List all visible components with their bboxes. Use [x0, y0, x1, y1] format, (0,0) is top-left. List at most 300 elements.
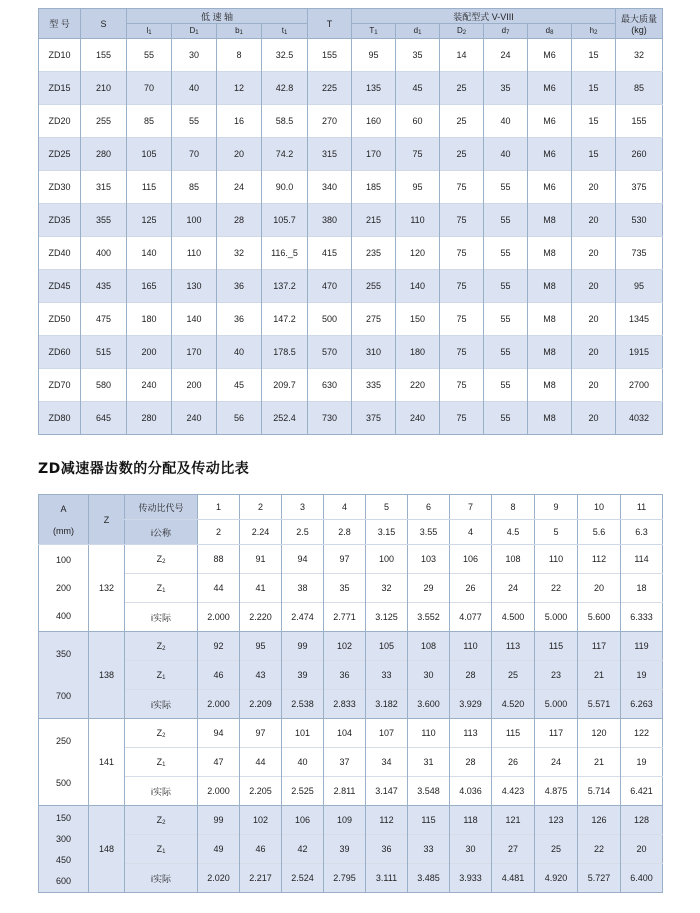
table-cell: 3.600	[408, 690, 450, 719]
table-cell: 630	[308, 369, 352, 402]
table-row	[39, 690, 663, 719]
table1-body	[39, 39, 663, 435]
ratio-code-2: 2	[240, 495, 282, 520]
table-cell: 106	[282, 806, 324, 835]
table-cell: 730	[308, 402, 352, 435]
table-cell: 20	[572, 171, 616, 204]
table-cell: 4.520	[492, 690, 535, 719]
header-T1	[352, 24, 396, 39]
table-cell: 121	[492, 806, 535, 835]
table-cell: 36	[324, 661, 366, 690]
header-max-mass-unit: (kg)	[631, 25, 647, 35]
table-row	[39, 237, 663, 270]
table-cell: 123	[535, 806, 578, 835]
a-values-list	[39, 807, 88, 891]
table-cell: M8	[528, 402, 572, 435]
model-cell: ZD20	[39, 105, 81, 138]
table2-body	[39, 545, 663, 893]
table-row	[39, 105, 663, 138]
header-h2-main: h	[589, 26, 595, 35]
table-cell: 2.525	[282, 777, 324, 806]
table-cell: 19	[621, 661, 663, 690]
table-cell: M8	[528, 336, 572, 369]
table-cell: 4032	[616, 402, 663, 435]
table-cell: 12	[217, 72, 262, 105]
table-cell: 275	[352, 303, 396, 336]
table-cell: 6.400	[621, 864, 663, 893]
table-cell: 375	[352, 402, 396, 435]
table-row	[39, 748, 663, 777]
ratio-code-9: 9	[535, 495, 578, 520]
header-s: S	[81, 9, 127, 39]
table-cell: 35	[484, 72, 528, 105]
table-cell: 119	[621, 632, 663, 661]
table-cell: 32.5	[262, 39, 308, 72]
header-t1-sub: 1	[283, 30, 288, 36]
model-cell: ZD35	[39, 204, 81, 237]
table-cell: 102	[240, 806, 282, 835]
table-cell: M6	[528, 72, 572, 105]
table-cell: 42.8	[262, 72, 308, 105]
header-ratio-code: 传动比代号	[125, 495, 198, 520]
table-cell: 90.0	[262, 171, 308, 204]
table-cell: 47	[198, 748, 240, 777]
table-cell: 515	[81, 336, 127, 369]
table-cell: 115	[535, 632, 578, 661]
table-cell: 103	[408, 545, 450, 574]
table-cell: 55	[127, 39, 172, 72]
table-cell: 240	[127, 369, 172, 402]
header-D2	[440, 24, 484, 39]
table-cell: 200	[172, 369, 217, 402]
ratio-code-6: 6	[408, 495, 450, 520]
table-cell: 24	[535, 748, 578, 777]
table-cell: M8	[528, 237, 572, 270]
a-value: 150	[55, 812, 72, 823]
a-value: 300	[55, 833, 72, 844]
table-row	[39, 574, 663, 603]
table-cell: 5.714	[578, 777, 621, 806]
table-cell: 108	[492, 545, 535, 574]
z-value-cell: 132	[89, 545, 125, 632]
table-cell: 22	[578, 835, 621, 864]
table-cell: 75	[440, 237, 484, 270]
z-value-cell: 141	[89, 719, 125, 806]
z1-label-main: Z	[156, 669, 163, 680]
table-cell: 75	[440, 171, 484, 204]
header-t1	[262, 24, 308, 39]
table-cell: 70	[127, 72, 172, 105]
header-z: Z	[89, 495, 125, 545]
table-cell: 15	[572, 138, 616, 171]
ratio-code-4: 4	[324, 495, 366, 520]
table-cell: 3.182	[366, 690, 408, 719]
table-cell: 113	[492, 632, 535, 661]
table-cell: 19	[621, 748, 663, 777]
z-value-cell: 138	[89, 632, 125, 719]
ratio-code-5: 5	[366, 495, 408, 520]
table-cell: 35	[396, 39, 440, 72]
table-cell: 118	[450, 806, 492, 835]
z1-label-sub: 1	[162, 761, 166, 768]
table-row	[39, 171, 663, 204]
table-cell: 4.481	[492, 864, 535, 893]
table-cell: 115	[492, 719, 535, 748]
table-cell: 3.111	[366, 864, 408, 893]
table-cell: 39	[282, 661, 324, 690]
table-cell: 29	[408, 574, 450, 603]
table-cell: 2.795	[324, 864, 366, 893]
table-cell: 41	[240, 574, 282, 603]
nominal-10: 5.6	[578, 520, 621, 545]
nominal-4: 2.8	[324, 520, 366, 545]
table-cell: M8	[528, 270, 572, 303]
model-cell: ZD15	[39, 72, 81, 105]
table-cell: 20	[572, 369, 616, 402]
table-cell: 108	[408, 632, 450, 661]
table-cell: 415	[308, 237, 352, 270]
table-cell: 38	[282, 574, 324, 603]
table-row	[39, 402, 663, 435]
table-cell: 6.421	[621, 777, 663, 806]
z1-label	[125, 574, 198, 603]
table-cell: 32	[366, 574, 408, 603]
table-cell: 147.2	[262, 303, 308, 336]
table-cell: 355	[81, 204, 127, 237]
table-cell: 70	[172, 138, 217, 171]
table-cell: 94	[282, 545, 324, 574]
table-cell: 55	[484, 303, 528, 336]
table-cell: 3.125	[366, 603, 408, 632]
table-row	[39, 270, 663, 303]
table-cell: 75	[440, 303, 484, 336]
table-cell: 122	[621, 719, 663, 748]
table-cell: 14	[440, 39, 484, 72]
table-cell: 125	[127, 204, 172, 237]
table-cell: 20	[572, 303, 616, 336]
table-row	[39, 369, 663, 402]
table-cell: 8	[217, 39, 262, 72]
table-cell: 2.020	[198, 864, 240, 893]
a-value: 600	[55, 875, 72, 886]
model-cell: ZD70	[39, 369, 81, 402]
table-cell: 110	[450, 632, 492, 661]
table-cell: 1915	[616, 336, 663, 369]
table-cell: 97	[240, 719, 282, 748]
table-cell: 4.036	[450, 777, 492, 806]
table-cell: 137.2	[262, 270, 308, 303]
table-cell: 34	[366, 748, 408, 777]
table-cell: 107	[366, 719, 408, 748]
table-cell: 94	[198, 719, 240, 748]
header-d8-sub: 8	[550, 30, 554, 36]
z2-label	[125, 632, 198, 661]
table-cell: 130	[172, 270, 217, 303]
header-D2-sub: 2	[462, 30, 467, 36]
table-cell: 210	[81, 72, 127, 105]
table-cell: 26	[492, 748, 535, 777]
table-cell: 43	[240, 661, 282, 690]
table-cell: 40	[282, 748, 324, 777]
table-cell: 40	[217, 336, 262, 369]
z1-label-sub: 1	[162, 674, 166, 681]
table-cell: 85	[127, 105, 172, 138]
table-cell: 100	[172, 204, 217, 237]
z2-label-sub: 2	[162, 732, 166, 739]
nominal-3: 2.5	[282, 520, 324, 545]
a-value: 200	[55, 583, 72, 593]
table-cell: 170	[172, 336, 217, 369]
table-row	[39, 719, 663, 748]
table-cell: 106	[450, 545, 492, 574]
header-dd1	[396, 24, 440, 39]
table-cell: 26	[450, 574, 492, 603]
table-cell: 27	[492, 835, 535, 864]
table-cell: 102	[324, 632, 366, 661]
table-cell: 22	[535, 574, 578, 603]
z2-label-main: Z	[156, 553, 163, 564]
table-cell: 46	[240, 835, 282, 864]
header-d8	[528, 24, 572, 39]
a-values-cell	[39, 806, 89, 893]
table-cell: 6.263	[621, 690, 663, 719]
z2-label-main: Z	[156, 640, 163, 651]
table-cell: 3.929	[450, 690, 492, 719]
table-cell: 15	[572, 39, 616, 72]
table-cell: 280	[81, 138, 127, 171]
table-cell: 44	[198, 574, 240, 603]
a-values-list	[39, 720, 88, 804]
table-cell: 126	[578, 806, 621, 835]
table-cell: 113	[450, 719, 492, 748]
table1-header-row-1	[39, 9, 663, 24]
z2-label-main: Z	[156, 814, 163, 825]
table-cell: 4.875	[535, 777, 578, 806]
table-cell: 255	[81, 105, 127, 138]
table-cell: 165	[127, 270, 172, 303]
table-cell: 3.552	[408, 603, 450, 632]
table-cell: 40	[484, 138, 528, 171]
table-cell: 20	[572, 402, 616, 435]
table-cell: 20	[578, 574, 621, 603]
table-row	[39, 835, 663, 864]
table-row	[39, 777, 663, 806]
table-cell: 140	[172, 303, 217, 336]
table-cell: 75	[396, 138, 440, 171]
table-cell: 105.7	[262, 204, 308, 237]
model-cell: ZD80	[39, 402, 81, 435]
table-cell: 435	[81, 270, 127, 303]
a-values-cell	[39, 545, 89, 632]
table-cell: 215	[352, 204, 396, 237]
z1-label-main: Z	[156, 843, 163, 854]
table-cell: 20	[217, 138, 262, 171]
table-cell: 49	[198, 835, 240, 864]
table-cell: 580	[81, 369, 127, 402]
table-cell: 3.485	[408, 864, 450, 893]
table-cell: 155	[616, 105, 663, 138]
table-cell: 6.333	[621, 603, 663, 632]
table-cell: 18	[621, 574, 663, 603]
table-cell: 75	[440, 369, 484, 402]
table-cell: 220	[396, 369, 440, 402]
table-cell: 112	[578, 545, 621, 574]
table-cell: 178.5	[262, 336, 308, 369]
z1-label	[125, 835, 198, 864]
table-row	[39, 545, 663, 574]
table-cell: 23	[535, 661, 578, 690]
header-b1-main: b	[235, 26, 240, 35]
table-cell: 735	[616, 237, 663, 270]
header-l1	[127, 24, 172, 39]
a-value: 350	[55, 649, 72, 659]
table-cell: 32	[616, 39, 663, 72]
nominal-5: 3.15	[366, 520, 408, 545]
model-cell: ZD45	[39, 270, 81, 303]
a-value: 400	[55, 611, 72, 621]
table-cell: 180	[396, 336, 440, 369]
table-row	[39, 336, 663, 369]
table-cell: 55	[484, 237, 528, 270]
table-cell: 55	[484, 171, 528, 204]
table-cell: 36	[366, 835, 408, 864]
table-cell: 30	[450, 835, 492, 864]
ratio-code-7: 7	[450, 495, 492, 520]
table-cell: 120	[578, 719, 621, 748]
table-cell: M6	[528, 171, 572, 204]
table-cell: 2.811	[324, 777, 366, 806]
header-a-unit: (mm)	[53, 525, 74, 536]
table-cell: 340	[308, 171, 352, 204]
ratio-code-1: 1	[198, 495, 240, 520]
table-cell: 4.500	[492, 603, 535, 632]
table-cell: 3.147	[366, 777, 408, 806]
table-cell: 74.2	[262, 138, 308, 171]
table-cell: 56	[217, 402, 262, 435]
table-cell: 2.474	[282, 603, 324, 632]
table-cell: 5.571	[578, 690, 621, 719]
table-cell: 33	[408, 835, 450, 864]
header-b1-sub: 1	[239, 30, 243, 36]
table-row	[39, 72, 663, 105]
table-cell: 99	[282, 632, 324, 661]
table-cell: 252.4	[262, 402, 308, 435]
table-cell: 20	[572, 270, 616, 303]
table-cell: 33	[366, 661, 408, 690]
table-cell: 260	[616, 138, 663, 171]
table-cell: 45	[217, 369, 262, 402]
table-cell: 645	[81, 402, 127, 435]
table-cell: 45	[396, 72, 440, 105]
z1-label-main: Z	[156, 582, 163, 593]
table-cell: 105	[127, 138, 172, 171]
table-cell: 28	[217, 204, 262, 237]
table-cell: 105	[366, 632, 408, 661]
header-l1-main: l	[146, 26, 149, 35]
table-cell: 25	[492, 661, 535, 690]
table-cell: 5.000	[535, 603, 578, 632]
z2-label-sub: 2	[162, 558, 166, 565]
model-cell: ZD50	[39, 303, 81, 336]
z2-label	[125, 545, 198, 574]
table-row	[39, 138, 663, 171]
table-cell: 31	[408, 748, 450, 777]
table-cell: 21	[578, 661, 621, 690]
table-cell: 110	[408, 719, 450, 748]
table-cell: M6	[528, 39, 572, 72]
table-cell: 115	[127, 171, 172, 204]
header-assembly-form: 装配型式 V-VIII	[352, 9, 616, 24]
table-cell: M8	[528, 369, 572, 402]
table-cell: 101	[282, 719, 324, 748]
table-cell: 15	[572, 105, 616, 138]
i-actual-label: i实际	[125, 864, 198, 893]
table-cell: 475	[81, 303, 127, 336]
table-cell: 25	[535, 835, 578, 864]
table-cell: 40	[172, 72, 217, 105]
table-cell: 310	[352, 336, 396, 369]
table-cell: 2.209	[240, 690, 282, 719]
table-cell: 55	[172, 105, 217, 138]
table-cell: 85	[172, 171, 217, 204]
table-cell: 39	[324, 835, 366, 864]
table-cell: 2700	[616, 369, 663, 402]
nominal-1: 2	[198, 520, 240, 545]
table-cell: 200	[127, 336, 172, 369]
z1-label-main: Z	[156, 756, 163, 767]
z1-label-sub: 1	[162, 848, 166, 855]
table-cell: 112	[366, 806, 408, 835]
z2-label-sub: 2	[162, 645, 166, 652]
header-l1-sub: 1	[148, 30, 152, 36]
model-cell: ZD10	[39, 39, 81, 72]
header-d7-sub: 7	[506, 30, 510, 36]
table-cell: 24	[217, 171, 262, 204]
table-cell: 235	[352, 237, 396, 270]
table-cell: 2.538	[282, 690, 324, 719]
table-cell: 88	[198, 545, 240, 574]
table-cell: 4.077	[450, 603, 492, 632]
header-T1-main: T	[369, 26, 375, 35]
table-cell: 5.727	[578, 864, 621, 893]
table-cell: 95	[352, 39, 396, 72]
table-cell: 3.933	[450, 864, 492, 893]
dimension-table	[38, 8, 663, 435]
table-cell: 2.000	[198, 603, 240, 632]
table-cell: 55	[484, 270, 528, 303]
table-cell: 225	[308, 72, 352, 105]
i-actual-label: i实际	[125, 603, 198, 632]
header-d7-main: d	[501, 26, 507, 35]
model-cell: ZD30	[39, 171, 81, 204]
table-cell: 115	[408, 806, 450, 835]
header-d1	[172, 24, 217, 39]
table-cell: 180	[127, 303, 172, 336]
z-value-cell: 148	[89, 806, 125, 893]
ratio-code-10: 10	[578, 495, 621, 520]
nominal-2: 2.24	[240, 520, 282, 545]
table-cell: 109	[324, 806, 366, 835]
header-max-mass-label: 最大质量	[621, 14, 658, 24]
table-cell: 170	[352, 138, 396, 171]
z1-label-sub: 1	[162, 587, 166, 594]
table-cell: 5.000	[535, 690, 578, 719]
table-cell: 117	[535, 719, 578, 748]
table-cell: 110	[396, 204, 440, 237]
table-cell: 95	[396, 171, 440, 204]
table-cell: 99	[198, 806, 240, 835]
header-a-label: A	[60, 503, 67, 514]
